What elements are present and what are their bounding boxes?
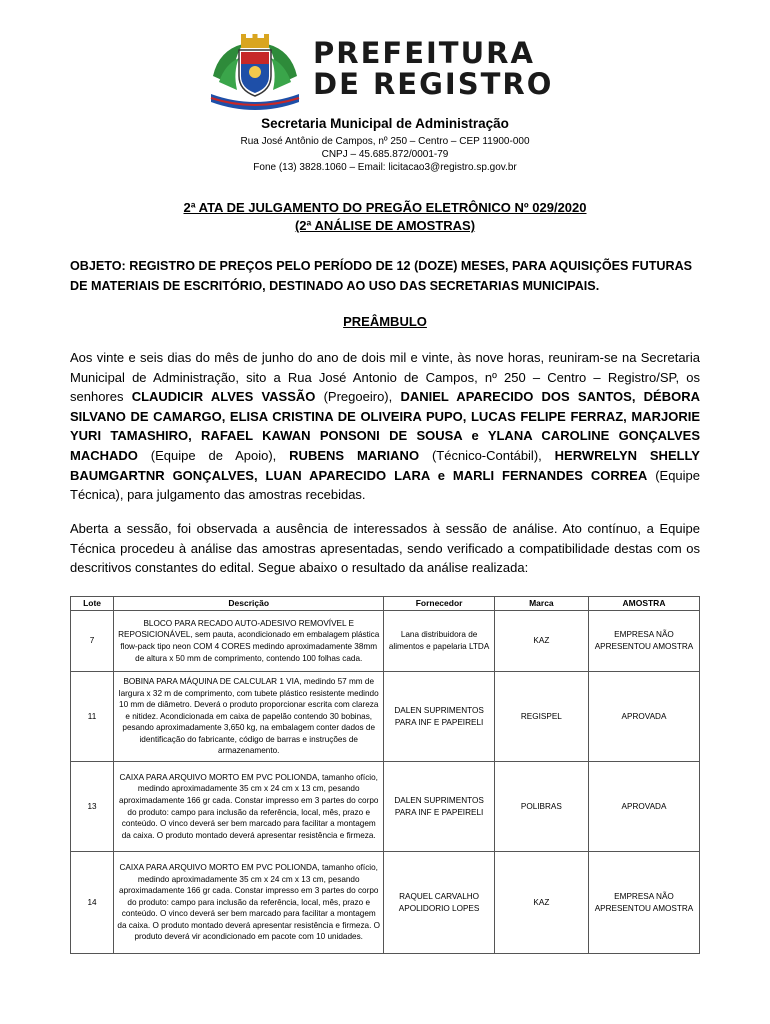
cell-lote: 11 xyxy=(71,672,114,762)
technician-name: RUBENS MARIANO xyxy=(289,447,420,463)
cell-amostra: APROVADA xyxy=(588,762,699,852)
cell-descricao: CAIXA PARA ARQUIVO MORTO EM PVC POLIONDA, tamanho ofício, medindo aproximadamente 35 cm x 24 cm x 13 cm, pesando aproximadamente 166 gr cada. Constar impresso em 3 partes do corpo do produto: campo para inclusão da referência, local, mês, prazo e conteúdo. O vinco deverá ser bem marcado para facilitar a montagem da caixa. O produto montado deverá apresentar resistência e firmeza. O produto deverá vir acondicionado em pacote com 10 unidades. xyxy=(114,852,384,954)
preambulo-paragraph xyxy=(70,348,700,505)
cell-marca: KAZ xyxy=(494,611,588,672)
text-run: (Pregoeiro), xyxy=(315,389,401,405)
address-line: Rua José Antônio de Campos, nº 250 – Centro – CEP 11900-000 xyxy=(240,136,530,147)
header-descricao: Descrição xyxy=(114,597,384,611)
cnpj-line: CNPJ – 45.685.872/0001-79 xyxy=(321,149,449,160)
brand-name xyxy=(313,38,553,100)
cell-marca: KAZ xyxy=(494,852,588,954)
header-fornecedor: Fornecedor xyxy=(384,597,494,611)
pregoeiro-name: CLAUDICIR ALVES VASSÃO xyxy=(131,389,316,405)
brand-line-1: PREFEITURA xyxy=(313,36,535,70)
cell-fornecedor: RAQUEL CARVALHO APOLIDORIO LOPES xyxy=(384,852,494,954)
cell-amostra: EMPRESA NÃO APRESENTOU AMOSTRA xyxy=(588,611,699,672)
objeto-paragraph: OBJETO: REGISTRO DE PREÇOS PELO PERÍODO DE 12 (DOZE) MESES, PARA AQUISIÇÕES FUTURAS DE MATERIAIS DE ESCRITÓRIO, DESTINADO AO USO DAS SECRETARIAS MUNICIPAIS. xyxy=(70,259,693,293)
cell-fornecedor: Lana distribuidora de alimentos e papelaria LTDA xyxy=(384,611,494,672)
session-paragraph: Aberta a sessão, foi observada a ausência de interessados à sessão de análise. Ato contínuo, a Equipe Técnica procedeu à análise das amostras apresentadas, sendo verificado a compatibilidade destas com os descritivos constantes do edital. Segue abaixo o resultado da análise realizada: xyxy=(70,521,700,576)
cell-descricao: BOBINA PARA MÁQUINA DE CALCULAR 1 VIA, medindo 57 mm de largura x 32 m de comprimento, com tubete plástico resistente medindo 10 mm de diâmetro. Deverá o produto proporcionar escrita com clareza e nitidez. Acondicionada em caixa de papelão contendo 30 bobinas, pesando aproximadamente 3,650 kg, na embalagem conter dados de identificação do fabricante, código de barras e instruções de armazenamento. xyxy=(114,672,384,762)
table-row xyxy=(71,762,700,852)
brand-line-2: DE REGISTRO xyxy=(313,67,554,101)
table-row xyxy=(71,611,700,672)
table-row xyxy=(71,672,700,762)
cell-lote: 7 xyxy=(71,611,114,672)
cell-marca: REGISPEL xyxy=(494,672,588,762)
contact-line: Fone (13) 3828.1060 – Email: licitacao3@registro.sp.gov.br xyxy=(253,162,517,173)
letterhead xyxy=(205,32,565,112)
technical-team-names: HERWRELYN SHELLY BAUMGARTNR GONÇALVES, LUAN APARECIDO LARA e MARLI FERNANDES CORREA xyxy=(70,447,700,483)
text-run: (Técnico-Contábil), xyxy=(419,447,555,463)
table-row xyxy=(71,852,700,954)
cell-amostra: EMPRESA NÃO APRESENTOU AMOSTRA xyxy=(588,852,699,954)
cell-fornecedor: DALEN SUPRIMENTOS PARA INF E PAPEIRELI xyxy=(384,762,494,852)
cell-amostra: APROVADA xyxy=(588,672,699,762)
document-title: 2ª ATA DE JULGAMENTO DO PREGÃO ELETRÔNICO Nº 029/2020 xyxy=(183,200,587,215)
text-run: (Equipe Técnica), para julgamento das amostras recebidas. xyxy=(70,467,701,503)
header-amostra: AMOSTRA xyxy=(588,597,699,611)
cell-descricao: CAIXA PARA ARQUIVO MORTO EM PVC POLIONDA, tamanho ofício, medindo aproximadamente 35 cm x 24 cm x 13 cm, pesando aproximadamente 166 gr cada. Constar impresso em 3 partes do corpo do produto: campo para inclusão da referência, local, mês, prazo e conteúdo. O vinco deverá ser bem marcado para facilitar a montagem da caixa. O produto montado deverá apresentar resistência e firmeza. xyxy=(114,762,384,852)
cell-fornecedor: DALEN SUPRIMENTOS PARA INF E PAPEIRELI xyxy=(384,672,494,762)
cell-lote: 14 xyxy=(71,852,114,954)
header-marca: Marca xyxy=(494,597,588,611)
table-header-row xyxy=(71,597,700,611)
cell-lote: 13 xyxy=(71,762,114,852)
text-run: Aos vinte e seis dias do mês de junho do ano de dois mil e vinte, às nove horas, reuniram-se na Secretaria Municipal de Administração, sito a Rua José Antonio de Campos, nº 250 – Centro – Registro/SP, os senhores xyxy=(70,350,700,405)
results-table xyxy=(70,596,700,954)
preambulo-heading: PREÂMBULO xyxy=(343,314,427,329)
department-name: Secretaria Municipal de Administração xyxy=(261,116,509,131)
header-lote: Lote xyxy=(71,597,114,611)
document-subtitle: (2ª ANÁLISE DE AMOSTRAS) xyxy=(294,218,476,233)
support-team-names: DANIEL APARECIDO DOS SANTOS, DÉBORA SILVANO DE CAMARGO, ELISA CRISTINA DE OLIVEIRA PUPO, LUCAS FELIPE FERRAZ, MARJORIE YURI TAMASHIRO, RAFAEL KAWAN PONSONI DE SOUSA e YLANA CAROLINE GONÇALVES MACHADO xyxy=(70,389,700,463)
cell-descricao: BLOCO PARA RECADO AUTO-ADESIVO REMOVÍVEL E REPOSICIONÁVEL, sem pauta, acondicionado em embalagem plástica flow-pack tipo neon COM 4 CORES medindo aproximadamente 38mm de altura x 50 mm de comprimento, contendo 100 folhas cada. xyxy=(114,611,384,672)
text-run: (Equipe de Apoio), xyxy=(137,447,290,463)
cell-marca: POLIBRAS xyxy=(494,762,588,852)
municipal-crest-icon xyxy=(205,32,305,112)
